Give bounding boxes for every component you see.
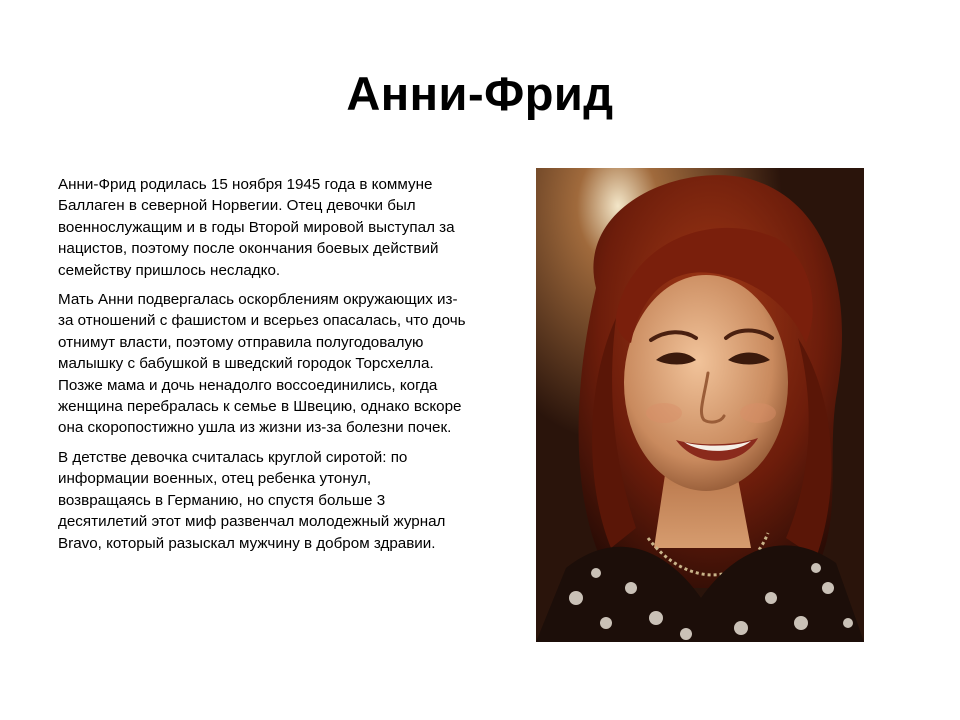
paragraph-mother: Мать Анни подвергалась оскорблениям окружающих из-за отношений с фашистом и всерьез опасалась, что дочь отнимут власти, поэтому отправила полугодовалую малышку с бабушкой в шведский городок Торсхелла. Позже мама и дочь ненадолго воссоединились, когда женщина перебралась к семье в Швецию, однако вскоре она скоропостижно ушла из жизни из-за болезни почек. xyxy=(58,291,466,437)
body-text xyxy=(58,174,468,562)
paragraph-childhood: В детстве девочка считалась круглой сиротой: по информации военных, отец ребенка утонул, возвращаясь в Германию, но спустя больше 3 десятилетий этот миф развенчал молодежный журнал Bravo, который разыскал мужчину в добром здравии. xyxy=(58,448,446,552)
portrait-illustration xyxy=(536,168,864,642)
paragraph-birth: Анни-Фрид родилась 15 ноября 1945 года в коммуне Баллаген в северной Норвегии. Отец девочки был военнослужащим и в годы Второй мировой выступал за нацистов, поэтому после окончания боевых действий семейству пришлось несладко. xyxy=(58,176,455,279)
slide-title: Анни-Фрид xyxy=(346,67,614,120)
portrait-photo xyxy=(536,168,864,642)
